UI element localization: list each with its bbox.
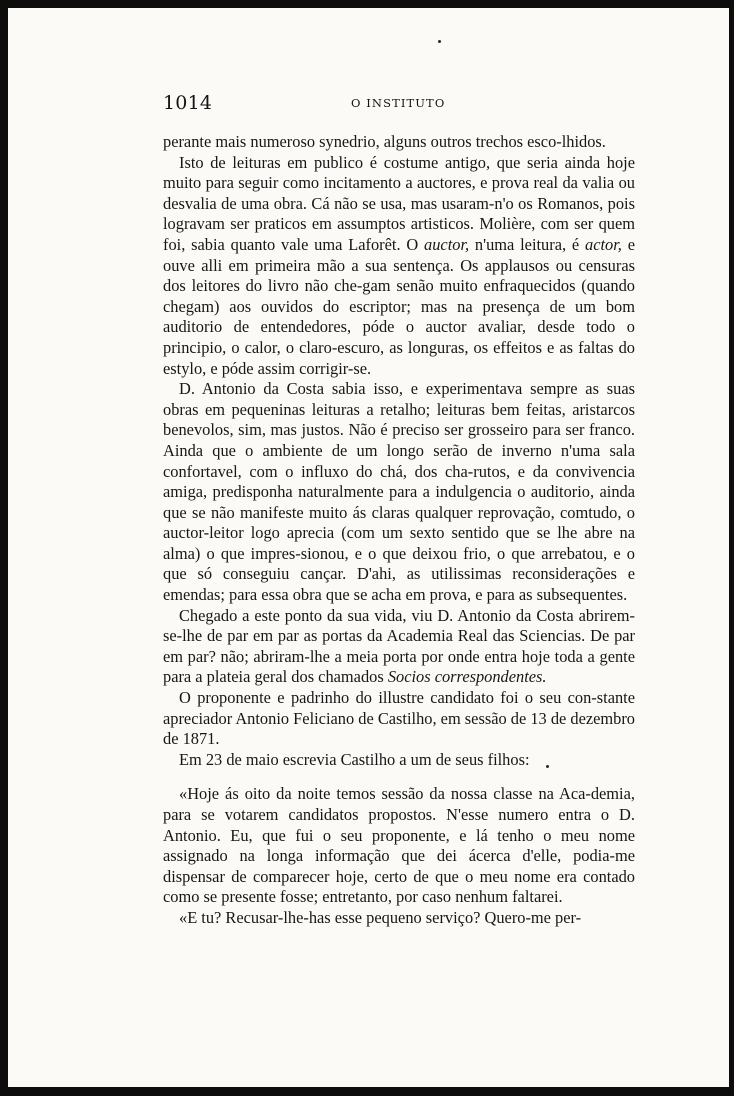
text-segment: e ouve alli em primeira mão a sua sentença. Os applausos ou censuras dos leitores do livro não che-gam senão muito enfraquecidos (quando chegam) aos ouvidos do escriptor; mas na presença de um bom auditorio de entendedores, póde o auctor avaliar, desde todo o principio, o calor, o claro-escuro, as longuras, os effeitos e as faltas do estylo, e póde assim corrigir-se. — [163, 234, 636, 378]
text-segment: D. Antonio da Costa sabia isso, e experimentava sempre as suas obras em pequeninas leituras a retalho; leituras bem feitas, aristarcos benevolos, sim, mas justos. Não é preciso ser grosseiro para ser franco. Ainda que o ambiente de um longo serão de inverno n'uma sala confortavel, com o influxo do chá, dos cha-rutos, e da convivencia amiga, predisponha naturalmente para a indulgencia o auditorio, ainda que se não manifeste muito ás claras qualquer reprovação, comtudo, o auctor-leitor logo aprecia (com um sexto sentido que se lhe abre na alma) o que impres-sionou, e o que deixou frio, o que arrebatou, e o que só conseguiu cançar. D'ahi, as utilissimas reconsiderações e emendas; para essa obra que se acha em prova, e para as subsequentes. — [163, 379, 635, 605]
running-title: O INSTITUTO — [351, 96, 446, 110]
italic-text: actor, — [585, 234, 622, 254]
text-segment: «E tu? Recusar-lhe-has esse pequeno serviço? Quero-me per- — [179, 907, 582, 927]
text-segment: Chegado a este ponto da sua vida, viu D. Antonio da Costa abrirem-se-lhe de par em par as portas da Academia Real das Sciencias. De par em par? não; abriram-lhe a meia porta por onde entra hoje toda a gente para a plateia geral dos chamados — [163, 605, 635, 687]
ink-speck — [438, 40, 441, 43]
paragraph — [163, 688, 635, 750]
italic-text: Socios correspondentes. — [387, 667, 547, 687]
italic-text: auctor, — [424, 234, 470, 254]
page-number: 1014 — [163, 92, 213, 114]
body-text — [163, 132, 635, 929]
text-segment: Em 23 de maio escrevia Castilho a um de seus filhos: — [179, 749, 530, 769]
text-segment: perante mais numeroso synedrio, alguns outros trechos esco-lhidos. — [163, 132, 606, 151]
paragraph — [163, 132, 635, 153]
paragraph — [163, 379, 635, 606]
paragraph — [163, 908, 635, 929]
paragraph — [163, 784, 635, 908]
paragraph — [163, 606, 635, 688]
text-segment: O proponente e padrinho do illustre candidato foi o seu con-stante apreciador Antonio Feliciano de Castilho, em sessão de 13 de dezembro de 1871. — [163, 688, 636, 749]
text-segment: «Hoje ás oito da noite temos sessão da nossa classe na Aca-demia, para se votarem candidatos propostos. N'esse numero entra o D. Antonio. Eu, que fui o seu proponente, e lá tenho o meu nome assignado na longa informação que dei ácerca d'elle, podia-me dispensar de comparecer hoje, certo de que o meu nome era contado como se presente fosse; entretanto, por caso nenhum faltarei. — [163, 784, 635, 907]
text-segment: n'uma leitura, é — [469, 234, 586, 254]
text-segment: Isto de leituras em publico é costume antigo, que seria ainda hoje muito para seguir como incitamento a auctores, e prova real da valia ou desvalia de uma obra. Cá não se usa, mas usaram-n'o os Romanos, pois logravam ser praticos em assumptos artisticos. Molière, com ser quem foi, sabia quanto vale uma Laforêt. O — [163, 152, 635, 254]
paragraph — [163, 153, 635, 380]
paragraph — [163, 750, 635, 771]
page-header — [163, 92, 635, 116]
